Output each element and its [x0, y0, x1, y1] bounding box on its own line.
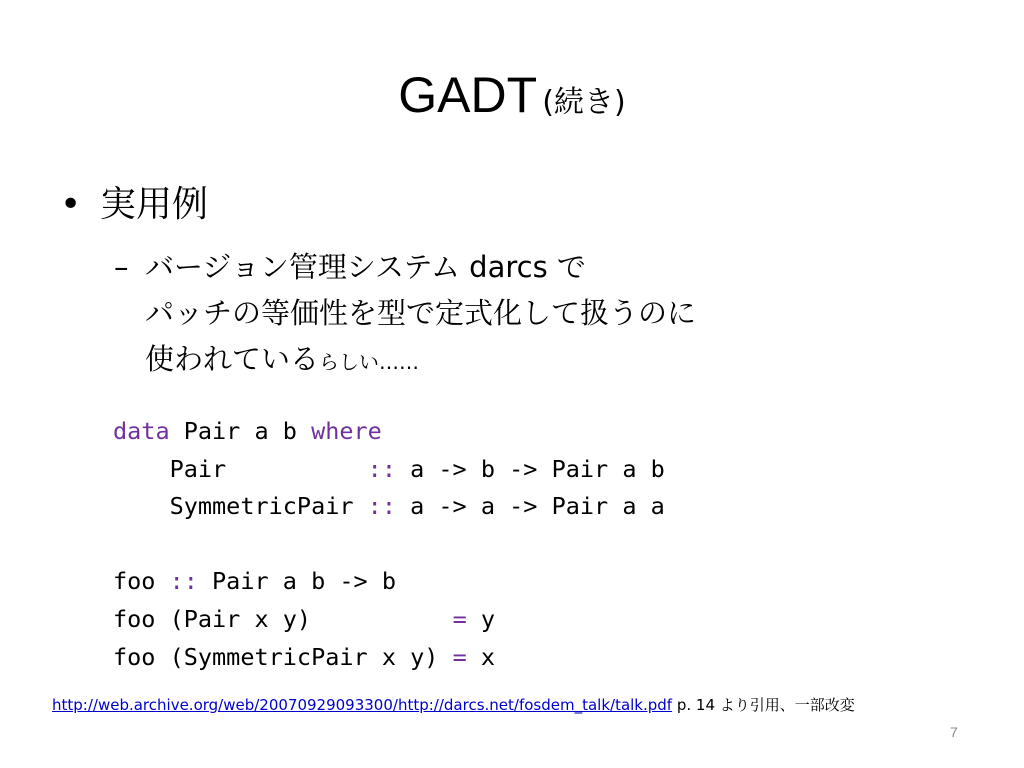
bullet-text: 実用例 — [100, 184, 209, 225]
bullet-practical-example — [60, 180, 208, 230]
code-operator: :: — [367, 454, 396, 483]
code-text: foo (SymmetricPair x y) — [113, 642, 453, 671]
code-block — [113, 413, 665, 676]
code-line-3 — [113, 492, 665, 520]
bullet-dot-icon: • — [60, 184, 82, 225]
subbullet-line-3 — [145, 336, 696, 385]
code-text: y — [466, 604, 496, 633]
code-text: foo — [113, 567, 170, 596]
code-line-5 — [113, 567, 396, 595]
subbullet-text — [145, 244, 696, 385]
title-subtitle: (続き) — [542, 85, 626, 120]
code-text: Pair a b -> b — [197, 567, 396, 596]
code-text: SymmetricPair — [113, 492, 368, 521]
page-number: 7 — [950, 724, 958, 740]
subbullet-line-3-main: 使われている — [145, 342, 320, 376]
code-operator: = — [452, 642, 467, 671]
code-text: a -> b -> Pair a b — [395, 454, 665, 483]
code-operator: :: — [169, 567, 198, 596]
code-text: Pair a b — [169, 417, 312, 445]
code-line-2 — [113, 455, 665, 483]
dash-icon: – — [114, 250, 129, 284]
code-operator: = — [452, 604, 467, 633]
source-link[interactable]: http://web.archive.org/web/20070929093300/http://darcs.net/fosdem_talk/talk.pdf — [52, 696, 673, 714]
title-main: GADT — [398, 67, 538, 123]
subbullet-line-1: バージョン管理システム darcs で — [145, 250, 586, 284]
code-line-1 — [113, 417, 382, 445]
code-line-6 — [113, 605, 495, 633]
code-text: foo (Pair x y) — [113, 604, 453, 633]
code-operator: :: — [367, 492, 396, 521]
code-line-7 — [113, 643, 495, 671]
footnote — [52, 694, 855, 715]
slide-title — [0, 66, 1024, 124]
subbullet-line-3-small: らしい…… — [319, 350, 420, 374]
code-keyword: data — [113, 417, 170, 445]
code-text: a -> a -> Pair a a — [395, 492, 665, 521]
code-text: x — [466, 642, 496, 671]
code-keyword: where — [311, 417, 382, 445]
footnote-text: p. 14 より引用、一部改変 — [672, 696, 855, 714]
code-text: Pair — [113, 454, 368, 483]
subbullet-line-2: パッチの等価性を型で定式化して扱うのに — [145, 296, 697, 330]
